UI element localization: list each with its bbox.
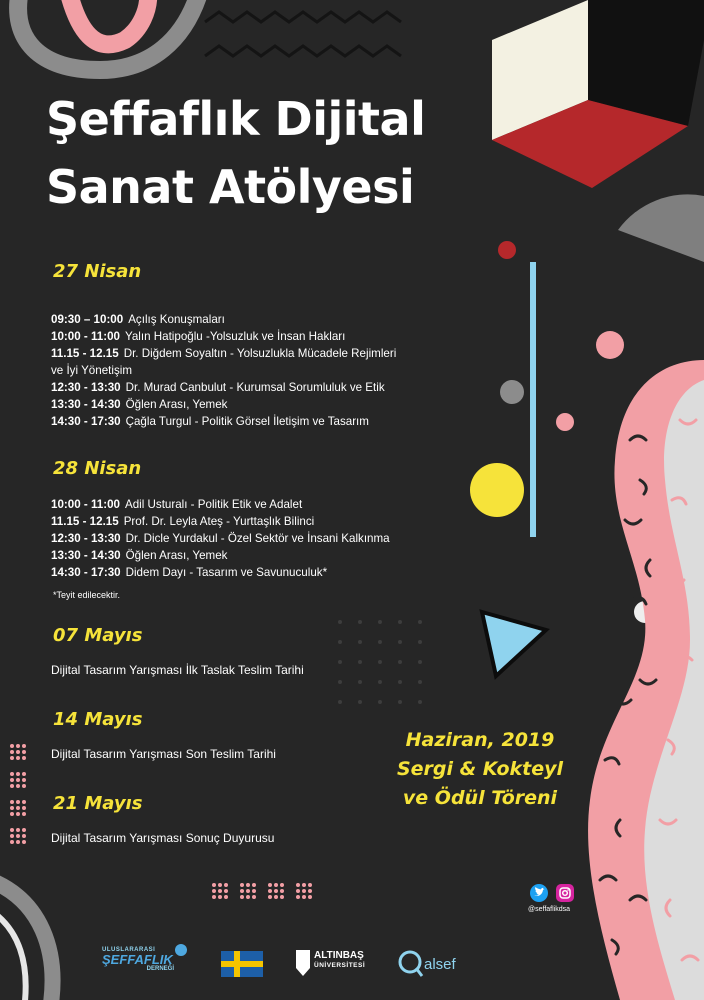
- altinbas-logo-main: ALTINBAŞ: [314, 950, 364, 961]
- schedule-row: 11.15 - 12.15 Prof. Dr. Leyla Ateş - Yurttaşlık Bilinci: [51, 515, 315, 528]
- altinbas-logo-sub: ÜNİVERSİTESİ: [314, 962, 366, 969]
- schedule-row: 13:30 - 14:30 Öğlen Arası, Yemek: [51, 398, 228, 411]
- yellow-circle: [470, 463, 524, 517]
- zigzag-line-1: [205, 12, 401, 22]
- closing-line-3: ve Ödül Töreni: [402, 787, 558, 809]
- day1-schedule: [51, 311, 396, 430]
- grey-dot: [500, 380, 524, 404]
- instagram-icon[interactable]: [556, 884, 574, 902]
- schedule-row: 12:30 - 13:30 Dr. Dicle Yurdakul - Özel Sektör ve İnsani Kalkınma: [51, 532, 390, 545]
- schedule-row: 09:30 – 10:00 Açılış Konuşmaları: [51, 313, 225, 326]
- milestone-3-date: 21 Mayıs: [53, 793, 143, 814]
- closing-line-2: Sergi & Kokteyl: [396, 758, 564, 780]
- milestone-1-text: Dijital Tasarım Yarışması İlk Taslak Teslim Tarihi: [51, 663, 304, 677]
- zigzag-line-2: [205, 46, 401, 56]
- schedule-row: 12:30 - 13:30 Dr. Murad Canbulut - Kurumsal Sorumluluk ve Etik: [51, 381, 385, 394]
- closing-event: [380, 726, 580, 813]
- milestone-1-date: 07 Mayıs: [53, 625, 143, 646]
- blue-vertical-bar: [530, 262, 536, 537]
- pink-dot-grid-bottom: [212, 883, 312, 899]
- pink-dot-large: [596, 331, 624, 359]
- top-left-pink-swoosh: [68, 0, 148, 44]
- blue-triangle: [482, 612, 546, 676]
- day1-date: 27 Nisan: [53, 261, 142, 282]
- schedule-row: 10:00 - 11:00 Adil Usturalı - Politik Etik ve Adalet: [51, 498, 303, 511]
- red-dot: [498, 241, 516, 259]
- globe-icon: [175, 944, 187, 956]
- qalsef-logo[interactable]: alsef: [424, 956, 456, 973]
- footnote: *Teyit edilecektir.: [53, 590, 121, 600]
- title-line-1: Şeffaflık Dijital: [46, 92, 426, 146]
- altinbas-shield-shape: [296, 950, 310, 976]
- closing-line-1: Haziran, 2019: [405, 729, 555, 751]
- social-handle[interactable]: @seffaflikdsa: [528, 906, 570, 913]
- day2-schedule: [51, 496, 390, 581]
- seffaflik-logo-small: ULUSLARARASI: [102, 947, 156, 953]
- title-line-2: Sanat Atölyesi: [46, 160, 415, 214]
- pink-dot-small: [556, 413, 574, 431]
- dot-grid-right: [338, 620, 422, 704]
- altinbas-logo[interactable]: [314, 950, 365, 969]
- schedule-row: 13:30 - 14:30 Öğlen Arası, Yemek: [51, 549, 228, 562]
- swedish-flag: [221, 951, 263, 977]
- schedule-row-continuation: ve İyi Yönetişim: [51, 364, 132, 377]
- seffaflik-logo-sub: DERNEĞİ: [146, 966, 174, 972]
- day2-date: 28 Nisan: [53, 458, 142, 479]
- schedule-row: 11.15 - 12.15 Dr. Diğdem Soyaltın - Yolsuzlukla Mücadele Rejimleri: [51, 347, 397, 360]
- schedule-row: 10:00 - 11:00 Yalın Hatipoğlu -Yolsuzluk ve İnsan Hakları: [51, 330, 346, 343]
- milestone-3-text: Dijital Tasarım Yarışması Sonuç Duyurusu: [51, 831, 275, 845]
- milestone-2-date: 14 Mayıs: [53, 709, 143, 730]
- grey-half-circle: [618, 194, 704, 262]
- schedule-row: 14:30 - 17:30 Çağla Turgul - Politik Görsel İletişim ve Tasarım: [51, 415, 369, 428]
- bottom-left-white-swoosh: [0, 910, 26, 1000]
- schedule-row: 14:30 - 17:30 Didem Dayı - Tasarım ve Savunuculuk*: [51, 566, 328, 579]
- twitter-icon[interactable]: [530, 884, 548, 902]
- pink-dot-grid-left: [10, 744, 26, 844]
- seffaflik-logo-main: ŞEFFAFLIK: [102, 952, 173, 967]
- milestone-2-text: Dijital Tasarım Yarışması Son Teslim Tarihi: [51, 747, 276, 761]
- top-left-grey-swoosh: [18, 0, 200, 70]
